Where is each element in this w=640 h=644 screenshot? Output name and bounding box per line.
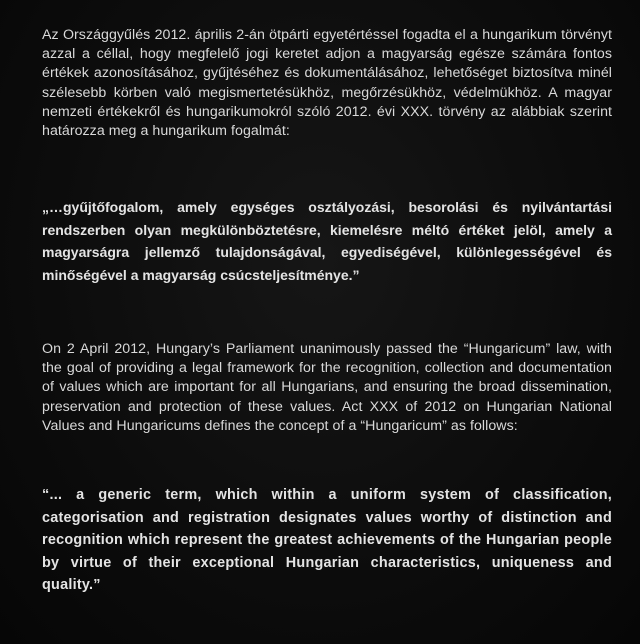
english-intro-paragraph: On 2 April 2012, Hungary’s Parliament unanimously passed the “Hungaricum” law, with the goal of providing a legal framework for the recognition, collection and documentation of values which are important for all Hungarians, and ensuring the broad dissemination, preservation and protection of these values. Act XXX of 2012 on Hungarian National Values and Hungaricums defines the concept of a “Hungaricum” as follows: [42, 341, 612, 434]
hungarian-intro-section [42, 26, 612, 141]
english-definition-section [42, 484, 612, 597]
english-definition-quote: “... a generic term, which within a uniform system of classification, categorisation and registration designates values worthy of distinction and recognition which represent the greatest achievements of the Hungarian people by virtue of their exceptional Hungarian characteristics, uniqueness and quality.” [42, 487, 612, 593]
hungarian-intro-paragraph: Az Országgyűlés 2012. április 2-án ötpárti egyetértéssel fogadta el a hungarikum törvényt azzal a céllal, hogy megfelelő jogi keretet adjon a magyarság egésze számára fontos értékek azonosításához, gyűjtéséhez és dokumentálásához, lehetőséget biztosítva minél szélesebb körben való megismertetésükhöz, megőrzésükhöz, védelmükhöz. A magyar nemzeti értékekről és hungarikumokról szóló 2012. évi XXX. törvény az alábbiak szerint határozza meg a hungarikum fogalmát: [42, 27, 612, 140]
english-intro-section [42, 340, 612, 436]
hungarian-definition-section [42, 196, 612, 286]
hungarian-definition-quote: „…gyűjtőfogalom, amely egységes osztályozási, besorolási és nyilvántartási rendszerben olyan megkülönböztetésre, kiemelésre méltó értéket jelöl, amely a magyarságra jellemző tulajdonságával, egyediségével, különlegességével és minőségével a magyarság csúcsteljesítménye.” [42, 199, 612, 283]
